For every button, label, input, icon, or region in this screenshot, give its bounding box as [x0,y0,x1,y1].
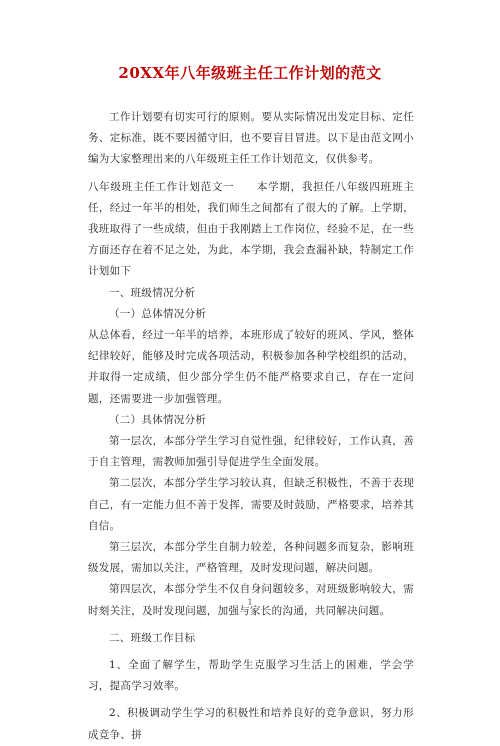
level-two-paragraph: 第二层次，本部分学生学习较认真，但缺乏积极性，不善于表现自己，有一定能力但不善于发挥，需要及时鼓励，严格要求，培养其自信。 [88,477,414,532]
goal-item-2: 2、积极调动学生学习的积极性和培养良好的竞争意识，努力形成竞争、拼 [88,707,414,741]
subsection-heading-overall: （一）总体情况分析 [109,307,207,320]
section-heading-class-analysis: 一、班级情况分析 [109,286,196,299]
page-title: 20XX年八年级班主任工作计划的范文 [118,64,382,82]
plan-intro-paragraph: 八年级班主任工作计划范文一 本学期，我担任八年级四班班主任，经过一年半的相处，我们师生之间都有了很大的了解。上学期，我班取得了一些成绩，但由于我刚踏上工作岗位，经验不足，在一些方面还存在着不足之处，为此，本学期，我会查漏补缺，特制定工作计划如下 [88,180,414,278]
section-heading-goals: 二、班级工作目标 [109,631,196,644]
overall-analysis-paragraph: 从总体看，经过一年半的培养，本班形成了较好的班风、学风，整体纪律较好，能够及时完成各项活动，积极参加各种学校组织的活动，并取得一定成绩，但少部分学生仍不能严格要求自己，存在一定问题，还需要进一步加强管理。 [88,329,414,405]
page-number: 1 [247,598,253,607]
document-body [88,107,414,746]
level-one-paragraph: 第一层次，本部分学生学习自觉性强，纪律较好，工作认真，善于自主管理，需教师加强引导促进学生全面发展。 [88,435,414,469]
intro-paragraph: 工作计划要有切实可行的原则。要从实际情况出发定目标、定任务、定标准，既不要因循守旧，也不要盲目冒进。以下是由范文网小编为大家整理出来的八年级班主任工作计划范文，仅供参考。 [88,111,414,166]
subsection-heading-specific: （二）具体情况分析 [109,413,207,426]
level-three-paragraph: 第三层次，本部分学生自制力较差，各种问题多而复杂，影响班级发展，需加以关注，严格管理，及时发现问题，解决问题。 [88,541,414,575]
level-four-paragraph: 第四层次，本部分学生不仅自身问题较多，对班级影响较大，需时刻关注，及时发现问题，加强与家长的沟通，共同解决问题。 [88,583,414,617]
goal-item-1: 1、全面了解学生，帮助学生克服学习生活上的困难，学会学习，提高学习效率。 [88,659,414,693]
